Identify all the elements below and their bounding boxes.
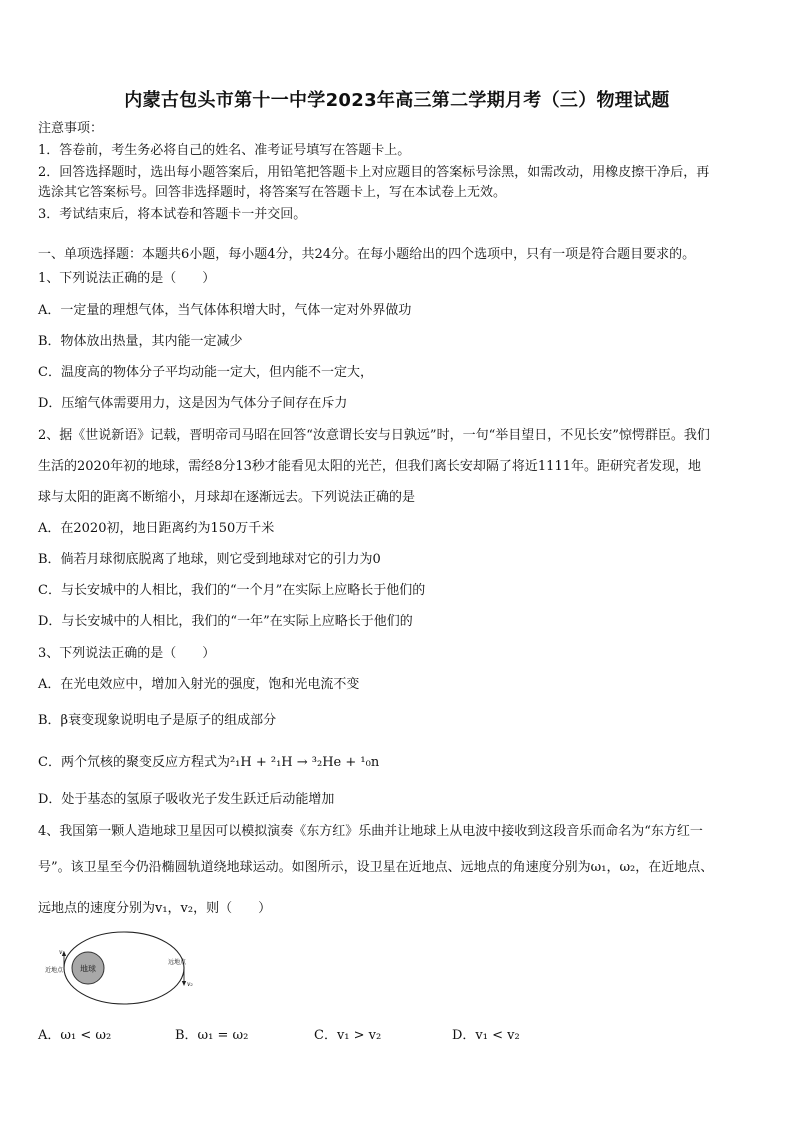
v2-arrowhead	[182, 981, 186, 986]
q4-choice-c: C．v₁ > v₂	[314, 1028, 382, 1043]
q4-stem-line-3: 远地点的速度分别为v₁，v₂，则（ ）	[38, 901, 272, 916]
q3-stem: 3、下列说法正确的是（ ）	[38, 646, 216, 661]
q1-option-c: C．温度高的物体分子平均动能一定大，但内能不一定大，	[38, 365, 373, 380]
q4-choices	[38, 1024, 578, 1044]
v2-label: v₂	[187, 981, 193, 988]
q4-choice-b: B．ω₁ = ω₂	[175, 1028, 249, 1043]
q4-choice-d: D．v₁ < v₂	[452, 1028, 520, 1043]
q2-option-a: A．在2020初，地日距离约为150万千米	[38, 521, 275, 536]
q2-stem-line-3: 球与太阳的距离不断缩小，月球却在逐渐远去。下列说法正确的是	[38, 490, 416, 505]
v1-label: v₁	[59, 949, 65, 956]
q1-option-a: A．一定量的理想气体，当气体体积增大时，气体一定对外界做功	[38, 303, 412, 318]
q1-option-b: B．物体放出热量，其内能一定减少	[38, 334, 243, 349]
q2-option-c: C．与长安城中的人相比，我们的“一个月”在实际上应略长于他们的	[38, 583, 426, 598]
q2-option-d: D．与长安城中的人相比，我们的“一年”在实际上应略长于他们的	[38, 614, 413, 629]
notice-item-1: 1．答卷前，考生务必将自己的姓名、准考证号填写在答题卡上。	[38, 143, 411, 158]
section-heading: 一、单项选择题：本题共6小题，每小题4分，共24分。在每小题给出的四个选项中，只有一项是符合题目要求的。	[38, 247, 696, 262]
q3-option-d: D．处于基态的氢原子吸收光子发生跃迁后动能增加	[38, 792, 335, 807]
notice-item-2: 2．回答选择题时，选出每小题答案后，用铅笔把答题卡上对应题目的答案标号涂黑，如需改动，用橡皮擦干净后，再	[38, 165, 710, 180]
notice-item-2-cont: 选涂其它答案标号。回答非选择题时，将答案写在答题卡上，写在本试卷上无效。	[38, 185, 507, 200]
q1-stem: 1、下列说法正确的是（ ）	[38, 271, 216, 286]
q3-option-a: A．在光电效应中，增加入射光的强度，饱和光电流不变	[38, 677, 360, 692]
q1-option-d: D．压缩气体需要用力，这是因为气体分子间存在斥力	[38, 396, 348, 411]
earth-label: 地球	[80, 964, 96, 974]
q3-option-b: B．β衰变现象说明电子是原子的组成部分	[38, 713, 277, 728]
notice-item-3: 3．考试结束后，将本试卷和答题卡一并交回。	[38, 207, 307, 222]
q4-choice-a: A．ω₁ < ω₂	[38, 1028, 112, 1043]
q4-stem-line-1: 4、我国第一颗人造地球卫星因可以模拟演奏《东方红》乐曲并让地球上从电波中接收到这段音乐而命名为“东方红一	[38, 824, 703, 839]
q4-stem-line-2: 号”。该卫星至今仍沿椭圆轨道绕地球运动。如图所示，设卫星在近地点、远地点的角速度分别为ω₁，ω₂，在近地点、	[38, 860, 714, 875]
far-point-label: 远地点	[168, 959, 187, 966]
q2-stem-line-1: 2、据《世说新语》记载，晋明帝司马昭在回答“汝意谓长安与日孰远”时，一句“举目望日，不见长安”惊愕群臣。我们	[38, 428, 710, 443]
orbit-diagram	[44, 924, 204, 1014]
notice-heading: 注意事项：	[38, 121, 104, 136]
q2-stem-line-2: 生活的2020年初的地球，需经8分13秒才能看见太阳的光芒，但我们离长安却隔了将近1111年。距研究者发现，地	[38, 459, 701, 474]
near-point-label: 近地点	[45, 967, 64, 974]
q3-option-c: C．两个氘核的聚变反应方程式为²₁H + ²₁H → ³₂He + ¹₀n	[38, 755, 380, 770]
exam-title: 内蒙古包头市第十一中学2023年高三第二学期月考（三）物理试题	[124, 90, 670, 111]
q2-option-b: B．倘若月球彻底脱离了地球，则它受到地球对它的引力为0	[38, 552, 381, 567]
